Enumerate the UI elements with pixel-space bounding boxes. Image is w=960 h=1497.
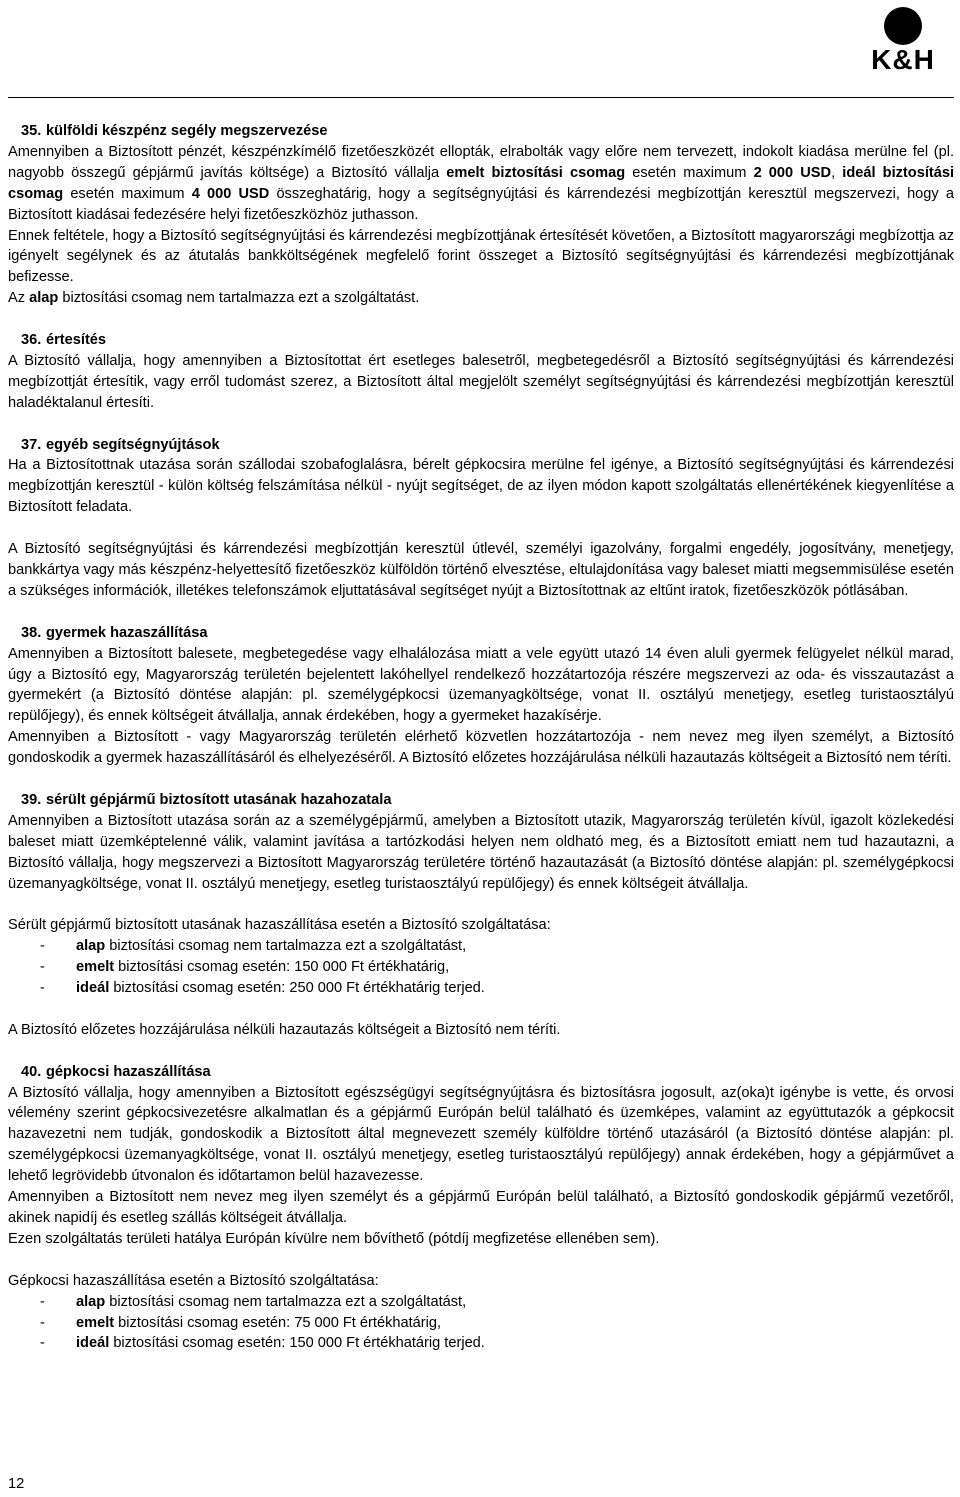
section-title: sérült gépjármű biztosított utasának hazahozatala	[46, 791, 392, 808]
paragraph: Amennyiben a Biztosított - vagy Magyarország területén elérhető közvetlen hozzátartozója - nem nevez meg ilyen személyt, a Biztosító gondoskodik a gyermek hazaszállításáról és elhelyezéséről. A Biztosító előzetes hozzájárulása nélküli hazautazás költségeit a Biztosító nem téríti.	[8, 729, 954, 767]
section-number: 40.	[21, 1063, 42, 1080]
list-item: - ideál biztosítási csomag esetén: 150 000 Ft értékhatárig terjed.	[40, 1335, 485, 1352]
list-item: - emelt biztosítási csomag esetén: 75 000 Ft értékhatárig,	[40, 1314, 442, 1331]
paragraph: A Biztosító vállalja, hogy amennyiben a Biztosított egészségügyi segítségnyújtásra és biztosításra jogosult, az(oka)t igénybe is vette, és orvosi vélemény szerint gépkocsivezetésre alkalmatlan és a gépjármű Európán belül található és üzemképes, valamint az együttutazók a gépkocsit hazavezetni nem tudják, gondoskodik a Biztosított által megnevezett személy külföldre történő utazásáról (a Biztosító döntése alapján: pl. személygépkocsi üzemanyagköltsége, vonat II. osztályú menetjegy, esetleg turistaosztályú repülőjegy) annak érdekében, hogy a gépjárművet a lehető legrövidebb útvonalon és időtartamon belül hazavezesse.	[8, 1084, 954, 1185]
paragraph: Sérült gépjármű biztosított utasának hazaszállítása esetén a Biztosító szolgáltatása:	[8, 917, 551, 934]
section-title: gyermek hazaszállítása	[46, 624, 208, 641]
document-body	[8, 121, 954, 1354]
paragraph: Ezen szolgáltatás területi hatálya Európán kívülre nem bővíthető (pótdíj megfizetése ellenében sem).	[8, 1230, 660, 1247]
section-number: 36.	[21, 332, 42, 349]
kh-logo	[850, 6, 956, 80]
paragraph: Az alap biztosítási csomag nem tartalmazza ezt a szolgáltatást.	[8, 290, 420, 307]
paragraph: A Biztosító előzetes hozzájárulása nélküli hazautazás költségeit a Biztosító nem téríti.	[8, 1021, 561, 1038]
section-title: külföldi készpénz segély megszervezése	[46, 123, 328, 139]
service-list	[8, 1292, 954, 1355]
section-title: egyéb segítségnyújtások	[46, 436, 220, 453]
paragraph: Amennyiben a Biztosított nem nevez meg ilyen személyt és a gépjármű Európán belül található, a Biztosító gondoskodik gépjármű vezetőről, akinek napidíj és esetleg szállás költségeit átvállalja.	[8, 1189, 954, 1226]
section-title: értesítés	[46, 332, 107, 349]
section-title: gépkocsi hazaszállítása	[46, 1063, 211, 1080]
section-number: 37.	[21, 436, 42, 453]
paragraph: Ha a Biztosítottnak utazása során szállodai szobafoglalásra, bérelt gépkocsira merülne fel igénye, a Biztosító segítségnyújtási és kárrendezési megbízottján keresztül - külön költség felszámítása nélkül - nyújt segítséget, de az ilyen módon kapott szolgáltatás ellenértékének kiegyenlítése a Biztosított feladata.	[8, 457, 954, 516]
logo-symbol-icon	[883, 6, 923, 46]
paragraph: Amennyiben a Biztosított balesete, megbetegedése vagy elhalálozása miatt a vele együtt utazó 14 éven aluli gyermek felügyelet nélkül marad, úgy a Biztosító egy, Magyarország területén bejelentett lakóhellyel rendelkező hozzátartozója részére megszervezi az oda- és visszautazást a gyermekért (a Biztosító döntése alapján: pl. személygépkocsi üzemanyagköltsége, vonat II. osztályú menetjegy, esetleg turistaosztályú repülőjegy), és ennek költségeit átvállalja, annak érdekében, hogy a gyermeket hazakísérje.	[8, 645, 954, 725]
list-item: - ideál biztosítási csomag esetén: 250 000 Ft értékhatárig terjed.	[40, 980, 485, 997]
section-number: 35.	[21, 123, 42, 139]
list-item: - alap biztosítási csomag nem tartalmazza ezt a szolgáltatást,	[40, 1293, 467, 1310]
section-number: 39.	[21, 791, 42, 808]
section-heading-35	[8, 121, 954, 142]
service-list	[8, 936, 954, 999]
paragraph: Gépkocsi hazaszállítása esetén a Biztosító szolgáltatása:	[8, 1272, 379, 1289]
section-heading-39	[8, 790, 954, 811]
paragraph: A Biztosító segítségnyújtási és kárrendezési megbízottján keresztül útlevél, személyi igazolvány, forgalmi engedély, jogosítvány, menetjegy, bankkártya vagy más készpénz-helyettesítő fizetőeszköz külföldön történő elvesztése, eltulajdonítása vagy baleset miatti megsemmisülése esetén a szükséges információk, illetékes telefonszámok eljuttatásával segítséget nyújt a Biztosítottnak az eltűnt iratok, fizetőeszközök pótlásában.	[8, 541, 954, 599]
paragraph: Amennyiben a Biztosított pénzét, készpénzkímélő fizetőeszközét ellopták, elrabolták vagy előre nem tervezett, indokolt kiadása merülne fel (pl. nagyobb összegű gépjármű javítás költsége) a Biztosító vállalja emelt biztosítási csomag esetén maximum 2 000 USD, ideál biztosítási csomag esetén maximum 4 000 USD összeghatárig, hogy a segítségnyújtási és kárrendezési megbízottján keresztül megszervezi, hogy a Biztosított kiadásai fedezésére helyi fizetőeszközhöz juthasson.	[8, 143, 955, 223]
section-heading-36	[8, 330, 954, 351]
header-divider	[8, 97, 954, 98]
paragraph: Amennyiben a Biztosított utazása során az a személygépjármű, amelyben a Biztosított utazik, Magyarország területén kívül, igazolt közlekedési baleset miatt üzemképtelenné válik, valamint javítása a tartózkodási helyen nem oldható meg, és a Biztosított emiatt nem tud hazautazni, a Biztosító vállalja, hogy megszervezi a Biztosított Magyarország területére történő hazautazását (a Biztosító döntése alapján: pl. személygépkocsi üzemanyagköltsége, vonat II. osztályú menetjegy, esetleg turistaosztályú repülőjegy) és ennek költségeit átvállalja.	[8, 812, 954, 892]
paragraph: Ennek feltétele, hogy a Biztosító segítségnyújtási és kárrendezési megbízottjának értesítését követően, a Biztosított magyarországi megbízottja az igényelt segélynek és az átutalás bankköltségének megfelelő forint összeget a Biztosító segítségnyújtási és kárrendezési megbízottjának befizesse.	[8, 227, 954, 286]
list-item: - alap biztosítási csomag nem tartalmazza ezt a szolgáltatást,	[40, 938, 467, 955]
paragraph: A Biztosító vállalja, hogy amennyiben a Biztosítottat ért esetleges balesetről, megbetegedésről a Biztosító segítségnyújtási és kárrendezési megbízottját értesítik, vagy erről tudomást szerez, a Biztosított által megjelölt személyt segítségnyújtási és kárrendezési megbízottján keresztül haladéktalanul értesíti.	[8, 352, 954, 411]
section-heading-40	[8, 1062, 954, 1083]
page-number: 12	[8, 1476, 25, 1492]
list-item: - emelt biztosítási csomag esetén: 150 000 Ft értékhatárig,	[40, 959, 450, 976]
section-heading-37	[8, 435, 954, 456]
section-number: 38.	[21, 624, 42, 641]
logo-text: K&H	[871, 44, 935, 75]
section-heading-38	[8, 623, 954, 644]
